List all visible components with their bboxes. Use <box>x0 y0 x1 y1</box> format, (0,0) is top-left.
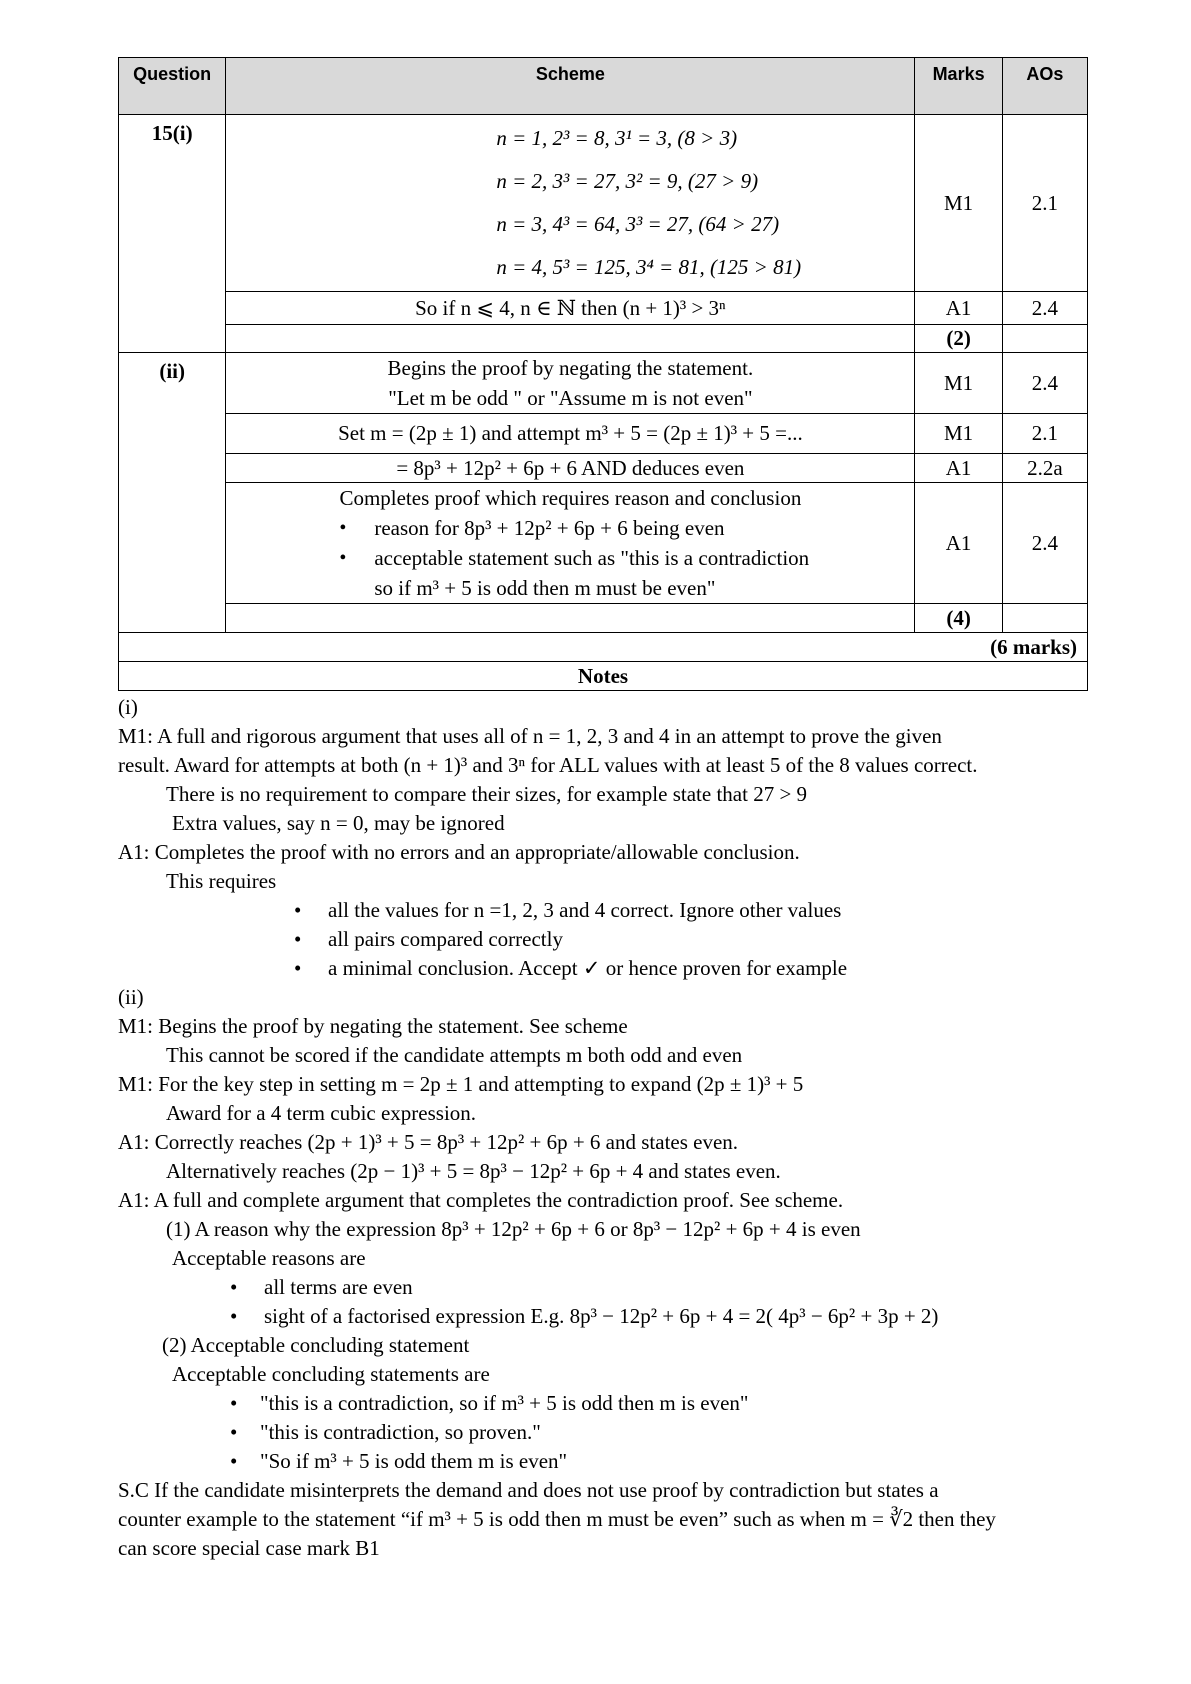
bullet-item: • "this is a contradiction, so if m³ + 5 is odd then m is even" <box>118 1389 1091 1418</box>
part-i-row-1 <box>119 115 1088 292</box>
note-line: counter example to the statement “if m³ + 5 is odd then m must be even” such as when m = ∛2 then they <box>118 1507 996 1531</box>
mark-scheme-page <box>118 57 1091 1563</box>
bullet-item: • "this is contradiction, so proven." <box>118 1418 1091 1447</box>
note-line: A1: A full and complete argument that completes the contradiction proof. See scheme. <box>118 1188 844 1212</box>
ao: 2.4 <box>1002 292 1087 325</box>
empty-cell <box>1002 325 1087 353</box>
note-line: Acceptable concluding statements are <box>172 1362 490 1386</box>
empty-cell <box>226 325 915 353</box>
part-ii-step1 <box>226 353 915 414</box>
bullet-item: • reason for 8p³ + 12p² + 6p + 6 being even <box>226 513 914 543</box>
part-ii-step2: Set m = (2p ± 1) and attempt m³ + 5 = (2p ± 1)³ + 5 =... <box>226 414 915 454</box>
note-line: Acceptable reasons are <box>172 1246 366 1270</box>
part-ii-row-2 <box>119 414 1088 454</box>
bullet-item: • a minimal conclusion. Accept ✓ or hence proven for example <box>118 954 1091 983</box>
bullet-item: • all terms are even <box>118 1273 1091 1302</box>
note-line: Extra values, say n = 0, may be ignored <box>172 811 505 835</box>
header-question: Question <box>119 58 226 115</box>
equation-line: n = 2, 3³ = 27, 3² = 9, (27 > 9) <box>496 169 759 193</box>
ao: 2.4 <box>1002 483 1087 604</box>
empty-cell <box>1002 604 1087 633</box>
part-ii-step3: = 8p³ + 12p² + 6p + 6 AND deduces even <box>226 454 915 483</box>
notes-ii-reasons <box>118 1273 1091 1331</box>
note-line: There is no requirement to compare their sizes, for example state that 27 > 9 <box>166 782 808 806</box>
bullet-item: • sight of a factorised expression E.g. 8p³ − 12p² + 6p + 4 = 2( 4p³ − 6p² + 3p + 2) <box>118 1302 1091 1331</box>
bullet-item: • all the values for n =1, 2, 3 and 4 correct. Ignore other values <box>118 896 1091 925</box>
part-i-label: 15(i) <box>119 115 226 353</box>
notes-i-bullets <box>118 896 1091 983</box>
bullet-item: • "So if m³ + 5 is odd them m is even" <box>118 1447 1091 1476</box>
total-marks: (6 marks) <box>119 633 1088 662</box>
header-scheme: Scheme <box>226 58 915 115</box>
step4-intro: Completes proof which requires reason and conclusion <box>339 486 802 510</box>
note-line: Award for a 4 term cubic expression. <box>166 1101 477 1125</box>
part-ii-row-1 <box>119 353 1088 414</box>
notes-part-ii-label: (ii) <box>118 985 144 1009</box>
part-ii-step4 <box>226 483 915 604</box>
note-line: This requires <box>166 869 277 893</box>
step4-bullets <box>226 513 914 573</box>
note-line: M1: A full and rigorous argument that uses all of n = 1, 2, 3 and 4 in an attempt to prove the given <box>118 724 942 748</box>
note-line: A1: Correctly reaches (2p + 1)³ + 5 = 8p³ + 12p² + 6p + 6 and states even. <box>118 1130 739 1154</box>
part-i-equations <box>226 115 915 292</box>
bullet-item: • all pairs compared correctly <box>118 925 1091 954</box>
mark: A1 <box>915 292 1002 325</box>
note-line: This cannot be scored if the candidate attempts m both odd and even <box>166 1043 743 1067</box>
equation-line: n = 1, 2³ = 8, 3¹ = 3, (8 > 3) <box>496 126 738 150</box>
part-ii-row-4 <box>119 483 1088 604</box>
equation-line: n = 3, 4³ = 64, 3³ = 27, (64 > 27) <box>496 212 780 236</box>
mark: A1 <box>915 454 1002 483</box>
notes-title: Notes <box>119 662 1088 691</box>
ao: 2.1 <box>1002 115 1087 292</box>
note-line: Alternatively reaches (2p − 1)³ + 5 = 8p³ − 12p² + 6p + 4 and states even. <box>166 1159 781 1183</box>
part-ii-row-3 <box>119 454 1088 483</box>
mark: M1 <box>915 414 1002 454</box>
ao: 2.4 <box>1002 353 1087 414</box>
part-i-subtotal: (2) <box>915 325 1002 353</box>
header-marks: Marks <box>915 58 1002 115</box>
note-line: S.C If the candidate misinterprets the demand and does not use proof by contradiction but states a <box>118 1478 939 1502</box>
note-line: (2) Acceptable concluding statement <box>162 1333 470 1357</box>
notes-ii-conclusions <box>118 1389 1091 1476</box>
notes-title-row <box>119 662 1088 691</box>
ao: 2.1 <box>1002 414 1087 454</box>
step-line: "Let m be odd " or "Assume m is not even" <box>388 386 753 410</box>
empty-cell <box>226 604 915 633</box>
mark: M1 <box>915 115 1002 292</box>
notes-part-i-label: (i) <box>118 695 138 719</box>
part-i-conclusion: So if n ⩽ 4, n ∈ ℕ then (n + 1)³ > 3ⁿ <box>226 292 915 325</box>
header-row <box>119 58 1088 115</box>
mark: M1 <box>915 353 1002 414</box>
header-aos: AOs <box>1002 58 1087 115</box>
note-line: result. Award for attempts at both (n + 1)³ and 3ⁿ for ALL values with at least 5 of the 8 values correct. <box>118 753 978 777</box>
ao: 2.2a <box>1002 454 1087 483</box>
equation-line: n = 4, 5³ = 125, 3⁴ = 81, (125 > 81) <box>496 255 802 279</box>
part-ii-subtotal-row <box>119 604 1088 633</box>
note-line: A1: Completes the proof with no errors and an appropriate/allowable conclusion. <box>118 840 800 864</box>
total-row <box>119 633 1088 662</box>
mark-scheme-table <box>118 57 1088 691</box>
part-i-row-2 <box>119 292 1088 325</box>
note-line: can score special case mark B1 <box>118 1536 380 1560</box>
note-line: M1: For the key step in setting m = 2p ± 1 and attempting to expand (2p ± 1)³ + 5 <box>118 1072 804 1096</box>
part-i-subtotal-row <box>119 325 1088 353</box>
bullet-item: • acceptable statement such as "this is a contradiction <box>226 543 914 573</box>
notes-section <box>118 693 1091 1563</box>
part-ii-label: (ii) <box>119 353 226 633</box>
note-line: (1) A reason why the expression 8p³ + 12p² + 6p + 6 or 8p³ − 12p² + 6p + 4 is even <box>166 1217 861 1241</box>
note-line: M1: Begins the proof by negating the statement. See scheme <box>118 1014 628 1038</box>
step4-continuation: so if m³ + 5 is odd then m must be even" <box>374 576 716 600</box>
part-ii-subtotal: (4) <box>915 604 1002 633</box>
step-line: Begins the proof by negating the statement. <box>387 356 754 380</box>
mark: A1 <box>915 483 1002 604</box>
